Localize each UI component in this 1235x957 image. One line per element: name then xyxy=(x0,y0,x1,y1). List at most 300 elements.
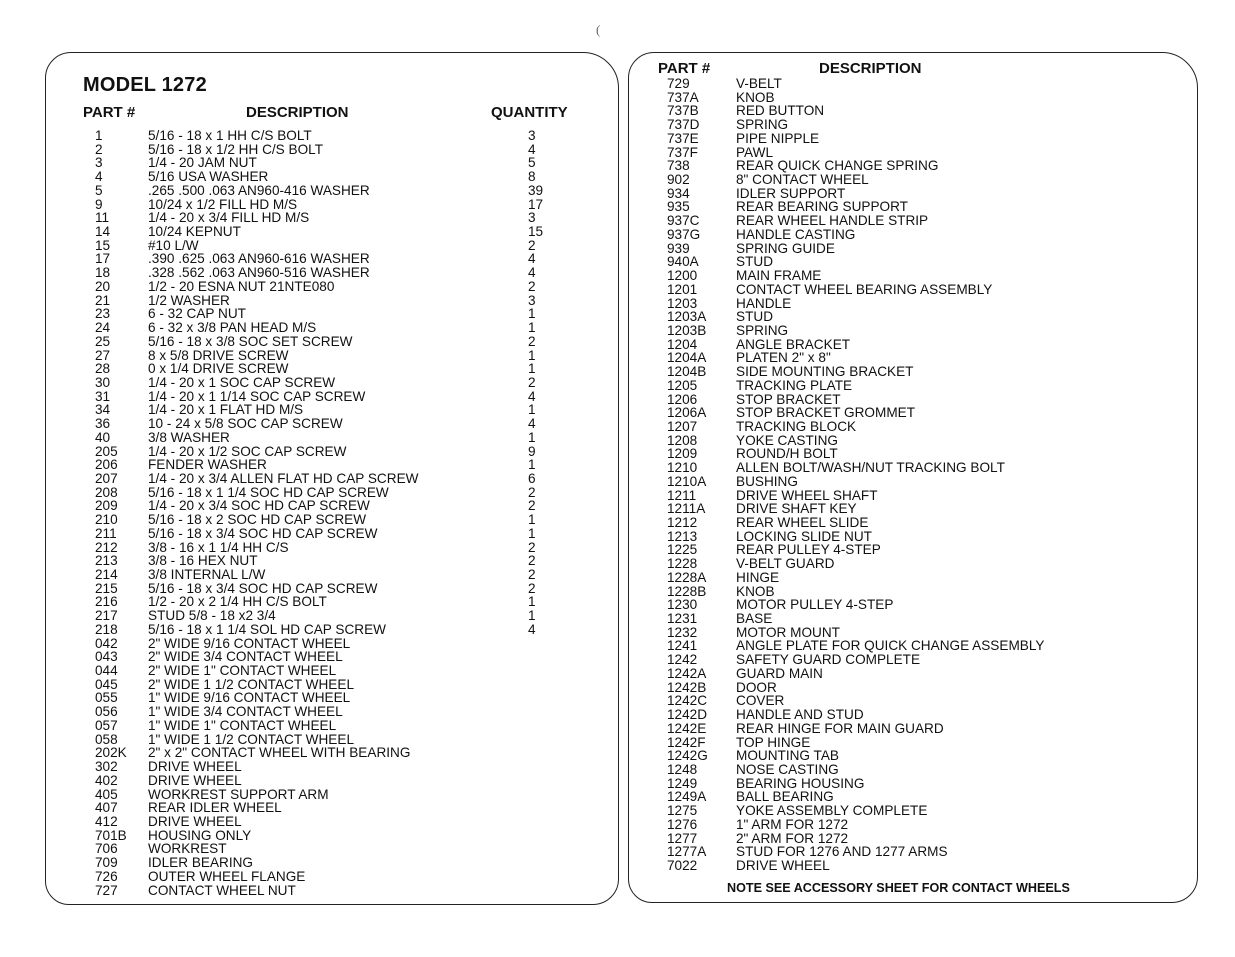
part-description: DOOR xyxy=(736,679,777,695)
part-description: 1/4 - 20 x 3/4 ALLEN FLAT HD CAP SCREW xyxy=(148,470,419,486)
part-number: 209 xyxy=(95,498,118,514)
part-number: 1204 xyxy=(667,336,698,352)
part-number: 217 xyxy=(95,608,118,624)
part-number: 25 xyxy=(95,333,111,349)
part-description: STUD xyxy=(736,254,774,270)
part-number: 7022 xyxy=(667,857,698,873)
part-number: 216 xyxy=(95,594,118,610)
part-number: 1228 xyxy=(667,556,698,572)
part-description: ROUND/H BOLT xyxy=(736,446,838,462)
part-description: ALLEN BOLT/WASH/NUT TRACKING BOLT xyxy=(736,460,1005,476)
part-description: SPRING xyxy=(736,322,789,338)
part-quantity: 1 xyxy=(528,429,536,445)
part-number: 1242B xyxy=(667,679,707,695)
part-quantity: 2 xyxy=(528,237,536,253)
part-description: .390 .625 .063 AN960-616 WASHER xyxy=(148,251,370,267)
part-description: PIPE NIPPLE xyxy=(736,130,820,146)
part-number: 056 xyxy=(95,704,118,720)
part-row xyxy=(0,749,1198,763)
part-number: 205 xyxy=(95,443,118,459)
part-number: 213 xyxy=(95,553,118,569)
part-description: 2" WIDE 9/16 CONTACT WHEEL xyxy=(148,635,351,651)
part-description: MAIN FRAME xyxy=(736,268,822,284)
part-number: 902 xyxy=(667,172,690,188)
part-row xyxy=(0,694,1198,708)
part-row xyxy=(0,530,1198,544)
part-quantity: 4 xyxy=(528,141,536,157)
part-row xyxy=(0,832,1198,846)
part-quantity: 1 xyxy=(528,306,536,322)
part-description: MOTOR MOUNT xyxy=(736,624,840,640)
part-description: REAR WHEEL SLIDE xyxy=(736,515,869,530)
part-number: 202K xyxy=(95,745,127,761)
part-row xyxy=(0,635,1198,654)
part-description: ANGLE BRACKET xyxy=(736,336,851,352)
part-row xyxy=(0,859,1198,873)
part-number: 737D xyxy=(667,117,700,133)
part-description: 2" WIDE 1" CONTACT WHEEL xyxy=(148,663,337,679)
part-row xyxy=(0,786,1198,805)
part-description: DRIVE WHEEL xyxy=(148,759,242,775)
part-row xyxy=(0,159,1198,173)
part-description: 2" ARM FOR 1272 xyxy=(736,830,849,846)
part-description: 8 x 5/8 DRIVE SCREW xyxy=(148,347,289,363)
part-number: 207 xyxy=(95,470,118,486)
part-number: 1207 xyxy=(667,418,698,434)
part-row xyxy=(0,146,1198,160)
part-quantity: 15 xyxy=(528,224,544,240)
part-number: 28 xyxy=(95,361,111,377)
part-row xyxy=(0,420,1198,434)
part-number: 215 xyxy=(95,580,118,596)
part-row xyxy=(0,845,1198,859)
part-row xyxy=(0,255,1198,269)
part-description: V-BELT xyxy=(736,76,782,91)
part-row xyxy=(0,393,1198,407)
part-number: 1242C xyxy=(667,693,708,709)
part-description: 5/16 - 18 x 1 1/4 SOC HD CAP SCREW xyxy=(148,484,389,500)
part-description: DRIVE WHEEL SHAFT xyxy=(736,487,878,503)
part-row xyxy=(0,187,1198,201)
part-description: 10 - 24 x 5/8 SOC CAP SCREW xyxy=(148,416,343,432)
part-quantity: 1 xyxy=(528,361,536,377)
part-row xyxy=(0,489,1198,503)
part-quantity: 6 xyxy=(528,470,536,486)
part-quantity: 4 xyxy=(528,388,536,404)
part-quantity: 4 xyxy=(528,416,536,432)
part-description: KNOB xyxy=(736,583,775,599)
part-description: REAR PULLEY 4-STEP xyxy=(736,542,881,558)
part-number: 24 xyxy=(95,320,111,336)
part-description: BUSHING xyxy=(736,473,798,489)
part-number: 34 xyxy=(95,402,111,418)
part-number: 27 xyxy=(95,347,111,363)
part-quantity: 3 xyxy=(528,292,536,308)
part-row xyxy=(0,736,1198,750)
part-row xyxy=(0,118,1198,132)
part-description: 2" WIDE 3/4 CONTACT WHEEL xyxy=(148,649,343,665)
part-number: 218 xyxy=(95,621,118,637)
part-row xyxy=(0,310,1198,324)
part-row xyxy=(0,612,1198,626)
part-number: 405 xyxy=(95,786,118,802)
part-description: 3/8 WASHER xyxy=(148,429,230,445)
part-quantity: 4 xyxy=(528,265,536,281)
part-number: 1242E xyxy=(667,720,707,736)
part-description: IDLER SUPPORT xyxy=(736,185,846,201)
part-description: STOP BRACKET xyxy=(736,391,841,407)
part-description: 5/16 - 18 x 2 SOC HD CAP SCREW xyxy=(148,512,367,528)
part-description: MOTOR PULLEY 4-STEP xyxy=(736,597,894,613)
part-number: 2 xyxy=(95,141,103,157)
part-number: 17 xyxy=(95,251,111,267)
part-quantity: 4 xyxy=(528,621,536,637)
part-row xyxy=(0,598,1198,612)
part-description: 1/4 - 20 x 1/2 SOC CAP SCREW xyxy=(148,443,347,459)
part-description: 1/2 - 20 ESNA NUT 21NTE080 xyxy=(148,278,335,294)
part-quantity: 2 xyxy=(528,567,536,582)
part-number: 1225 xyxy=(667,542,698,558)
part-row xyxy=(0,722,1198,736)
part-description: #10 L/W xyxy=(148,237,199,253)
part-row xyxy=(0,283,1198,297)
part-number: 706 xyxy=(95,841,118,857)
part-description: PAWL xyxy=(736,144,774,160)
part-description: KNOB xyxy=(736,89,775,105)
part-description: DRIVE WHEEL xyxy=(736,857,830,873)
part-description: STUD FOR 1276 AND 1277 ARMS xyxy=(736,844,948,860)
part-row xyxy=(0,379,1198,393)
part-number: 11 xyxy=(95,210,110,226)
part-description: IDLER BEARING xyxy=(148,855,253,871)
part-description: 10/24 x 1/2 FILL HD M/S xyxy=(148,196,298,212)
part-quantity: 3 xyxy=(528,210,536,226)
part-number: 1205 xyxy=(667,377,698,393)
part-description: 5/16 - 18 x 3/8 SOC SET SCREW xyxy=(148,333,353,349)
part-quantity: 1 xyxy=(528,402,536,418)
part-description: 2" WIDE 1 1/2 CONTACT WHEEL xyxy=(148,676,355,692)
part-description: RED BUTTON xyxy=(736,103,825,119)
part-description: WORKREST SUPPORT ARM xyxy=(148,786,329,802)
part-description: HOUSING ONLY xyxy=(148,827,252,843)
part-row xyxy=(0,539,1198,558)
part-row xyxy=(0,557,1198,571)
part-description: DRIVE WHEEL xyxy=(148,813,242,829)
part-row xyxy=(0,571,1198,585)
right-parts-list xyxy=(0,77,1198,873)
part-quantity: 1 xyxy=(528,512,536,528)
part-description: 3/8 - 16 x 1 1/4 HH C/S xyxy=(148,539,289,555)
part-number: 20 xyxy=(95,278,111,294)
part-description: .328 .562 .063 AN960-516 WASHER xyxy=(148,265,370,281)
part-number: 701B xyxy=(95,827,127,843)
part-description: HANDLE AND STUD xyxy=(736,707,864,723)
part-number: 1204B xyxy=(667,364,707,380)
model-title: MODEL 1272 xyxy=(83,74,207,96)
part-number: 1231 xyxy=(667,611,698,627)
part-number: 206 xyxy=(95,457,118,473)
part-row xyxy=(0,91,1198,105)
part-number: 058 xyxy=(95,731,118,747)
part-quantity: 4 xyxy=(528,251,536,267)
part-description: NOSE CASTING xyxy=(736,761,839,777)
part-description: HANDLE xyxy=(736,295,792,311)
part-number: 935 xyxy=(667,199,690,215)
part-number: 727 xyxy=(95,882,118,898)
part-number: 9 xyxy=(95,196,103,212)
part-number: 1277A xyxy=(667,844,707,860)
part-number: 045 xyxy=(95,676,118,692)
part-description: CONTACT WHEEL NUT xyxy=(148,882,296,898)
part-number: 1277 xyxy=(667,830,698,846)
part-number: 1242G xyxy=(667,748,708,764)
part-number: 1 xyxy=(95,128,103,143)
part-description: SPRING xyxy=(736,117,789,133)
part-quantity: 9 xyxy=(528,443,536,459)
part-quantity: 2 xyxy=(528,333,536,349)
part-quantity: 1 xyxy=(528,525,536,541)
part-number: 21 xyxy=(95,292,111,308)
part-description: TOP HINGE xyxy=(736,734,811,750)
part-quantity: 2 xyxy=(528,553,536,569)
part-quantity: 2 xyxy=(528,278,536,294)
part-number: 1204A xyxy=(667,350,707,366)
part-quantity: 1 xyxy=(528,347,536,363)
part-row xyxy=(0,242,1198,256)
part-row xyxy=(0,338,1198,352)
part-description: SIDE MOUNTING BRACKET xyxy=(736,364,914,380)
part-description: REAR BEARING SUPPORT xyxy=(736,199,908,215)
part-number: 737A xyxy=(667,89,699,105)
part-number: 1211 xyxy=(667,487,697,503)
part-description: V-BELT GUARD xyxy=(736,556,835,572)
part-number: 30 xyxy=(95,374,111,390)
part-number: 1211A xyxy=(667,501,706,517)
part-description: BASE xyxy=(736,611,773,627)
part-description: 2" x 2" CONTACT WHEEL WITH BEARING xyxy=(148,745,411,761)
part-number: 1228B xyxy=(667,583,707,599)
part-description: FENDER WASHER xyxy=(148,457,267,473)
accessory-note: NOTE SEE ACCESSORY SHEET FOR CONTACT WHEELS xyxy=(727,881,1070,895)
part-description: 1/4 - 20 x 3/4 FILL HD M/S xyxy=(148,210,310,226)
part-row xyxy=(0,585,1198,599)
part-row xyxy=(0,502,1198,516)
part-description: 10/24 KEPNUT xyxy=(148,224,241,240)
part-quantity: 2 xyxy=(528,484,536,500)
part-description: 5/16 - 18 x 3/4 SOC HD CAP SCREW xyxy=(148,580,378,596)
part-description: 5/16 - 18 x 1 1/4 SOL HD CAP SCREW xyxy=(148,621,386,637)
part-row xyxy=(0,884,619,898)
part-quantity: 3 xyxy=(528,128,536,143)
part-description: 1" WIDE 3/4 CONTACT WHEEL xyxy=(148,704,343,720)
part-number: 3 xyxy=(95,155,103,171)
part-row xyxy=(0,626,1198,640)
part-number: 729 xyxy=(667,76,690,91)
part-quantity: 1 xyxy=(528,320,536,336)
part-row xyxy=(0,818,1198,832)
part-row xyxy=(0,214,1198,228)
part-description: SPRING GUIDE xyxy=(736,240,835,256)
part-description: 0 x 1/4 DRIVE SCREW xyxy=(148,361,289,377)
part-number: 737F xyxy=(667,144,698,160)
part-row xyxy=(0,173,1198,187)
part-number: 4 xyxy=(95,169,103,185)
part-number: 1203 xyxy=(667,295,698,311)
part-number: 709 xyxy=(95,855,118,871)
part-row xyxy=(0,653,1198,667)
part-description: 1" WIDE 1 1/2 CONTACT WHEEL xyxy=(148,731,355,747)
part-description: 1/4 - 20 JAM NUT xyxy=(148,155,257,171)
part-number: 15 xyxy=(95,237,111,253)
part-description: MOUNTING TAB xyxy=(736,748,839,764)
part-description: REAR WHEEL HANDLE STRIP xyxy=(736,213,929,229)
part-description: WORKREST xyxy=(148,841,227,857)
part-number: 939 xyxy=(667,240,690,256)
part-number: 18 xyxy=(95,265,111,281)
part-number: 1201 xyxy=(667,281,698,297)
part-quantity: 2 xyxy=(528,539,536,555)
part-number: 738 xyxy=(667,158,690,174)
part-row xyxy=(0,77,1198,91)
part-description: SAFETY GUARD COMPLETE xyxy=(736,652,921,668)
part-description: ANGLE PLATE FOR QUICK CHANGE ASSEMBLY xyxy=(736,638,1045,654)
part-description: 3/8 INTERNAL L/W xyxy=(148,567,266,582)
part-row xyxy=(0,475,1198,489)
part-description: 1" ARM FOR 1272 xyxy=(736,816,849,832)
part-number: 044 xyxy=(95,663,118,679)
part-description: 5/16 - 18 x 1 HH C/S BOLT xyxy=(148,128,312,143)
part-description: 6 - 32 CAP NUT xyxy=(148,306,246,322)
part-description: 1/2 WASHER xyxy=(148,292,230,308)
part-description: 1/4 - 20 x 1 FLAT HD M/S xyxy=(148,402,304,418)
part-number: 1210 xyxy=(667,460,698,476)
part-row xyxy=(0,667,1198,681)
part-number: 214 xyxy=(95,567,118,582)
part-description: 1/4 - 20 x 3/4 SOC HD CAP SCREW xyxy=(148,498,370,514)
part-quantity: 39 xyxy=(528,182,544,198)
part-number: 726 xyxy=(95,868,118,884)
part-number: 1213 xyxy=(667,528,698,544)
part-number: 737E xyxy=(667,130,699,146)
part-number: 1232 xyxy=(667,624,698,640)
part-description: REAR IDLER WHEEL xyxy=(148,800,282,816)
part-quantity: 1 xyxy=(528,457,536,473)
part-quantity: 1 xyxy=(528,608,536,624)
part-row xyxy=(0,434,1198,448)
part-description: 5/16 - 18 x 3/4 SOC HD CAP SCREW xyxy=(148,525,378,541)
part-description: STUD xyxy=(736,309,774,325)
part-row xyxy=(0,777,1198,791)
part-number: 407 xyxy=(95,800,118,816)
part-number: 212 xyxy=(95,539,118,555)
part-number: 934 xyxy=(667,185,690,201)
part-number: 1206 xyxy=(667,391,698,407)
part-description: BEARING HOUSING xyxy=(736,775,865,791)
part-row xyxy=(0,365,1198,379)
part-row xyxy=(0,132,1198,146)
part-quantity: 2 xyxy=(528,498,536,514)
part-quantity: 2 xyxy=(528,580,536,596)
part-description: 3/8 - 16 HEX NUT xyxy=(148,553,258,569)
part-row xyxy=(0,196,1198,215)
part-number: 1212 xyxy=(667,515,698,530)
part-number: 211 xyxy=(95,525,117,541)
left-part-header: PART # xyxy=(83,104,136,121)
part-number: 5 xyxy=(95,182,103,198)
part-number: 1249A xyxy=(667,789,707,805)
part-number: 1242 xyxy=(667,652,698,668)
part-number: 1242D xyxy=(667,707,708,723)
part-row xyxy=(0,443,1198,462)
part-number: 1241 xyxy=(667,638,698,654)
right-part-header: PART # xyxy=(658,60,711,77)
part-number: 1275 xyxy=(667,803,698,819)
part-description: STOP BRACKET GROMMET xyxy=(736,405,916,421)
part-number: 043 xyxy=(95,649,118,665)
part-row xyxy=(0,347,1198,366)
part-description: REAR HINGE FOR MAIN GUARD xyxy=(736,720,944,736)
part-number: 1200 xyxy=(667,268,698,284)
part-number: 1210A xyxy=(667,473,707,489)
right-description-header: DESCRIPTION xyxy=(819,60,922,77)
part-description: DRIVE WHEEL xyxy=(148,772,242,788)
left-description-header: DESCRIPTION xyxy=(246,104,349,121)
part-quantity: 1 xyxy=(528,594,536,610)
part-quantity: 17 xyxy=(528,196,544,212)
part-row xyxy=(0,269,1198,283)
part-number: 412 xyxy=(95,813,118,829)
part-description: 1/4 - 20 x 1 SOC CAP SCREW xyxy=(148,374,336,390)
part-number: 055 xyxy=(95,690,118,706)
part-description: TRACKING BLOCK xyxy=(736,418,857,434)
part-number: 1242A xyxy=(667,665,707,681)
left-quantity-header: QUANTITY xyxy=(491,104,568,121)
part-number: 14 xyxy=(95,224,111,240)
part-number: 208 xyxy=(95,484,118,500)
part-description: STUD 5/8 - 18 x2 3/4 xyxy=(148,608,276,624)
part-description: YOKE ASSEMBLY COMPLETE xyxy=(736,803,928,819)
part-number: 1208 xyxy=(667,432,698,448)
part-number: 1249 xyxy=(667,775,698,791)
part-description: COVER xyxy=(736,693,785,709)
part-row xyxy=(0,516,1198,530)
part-row xyxy=(0,681,1198,695)
part-description: 6 - 32 x 3/8 PAN HEAD M/S xyxy=(148,320,317,336)
part-description: .265 .500 .063 AN960-416 WASHER xyxy=(148,182,370,198)
part-row xyxy=(0,461,1198,475)
part-quantity: 2 xyxy=(528,374,536,390)
part-description: 1/4 - 20 x 1 1/14 SOC CAP SCREW xyxy=(148,388,366,404)
part-row xyxy=(0,104,1198,118)
part-row xyxy=(0,763,1198,777)
part-description: 1" WIDE 9/16 CONTACT WHEEL xyxy=(148,690,351,706)
part-description: CONTACT WHEEL BEARING ASSEMBLY xyxy=(736,281,993,297)
part-number: 36 xyxy=(95,416,111,432)
part-number: 1276 xyxy=(667,816,698,832)
part-number: 737B xyxy=(667,103,699,119)
part-row xyxy=(0,406,1198,420)
part-number: 1203A xyxy=(667,309,707,325)
part-description: OUTER WHEEL FLANGE xyxy=(148,868,306,884)
part-description: GUARD MAIN xyxy=(736,665,823,681)
part-row xyxy=(0,324,1198,338)
part-number: 937G xyxy=(667,226,701,242)
part-description: 8" CONTACT WHEEL xyxy=(736,172,869,188)
part-description: 5/16 - 18 x 1/2 HH C/S BOLT xyxy=(148,141,324,157)
part-number: 23 xyxy=(95,306,111,322)
part-quantity: 5 xyxy=(528,155,536,171)
part-quantity: 8 xyxy=(528,169,536,185)
